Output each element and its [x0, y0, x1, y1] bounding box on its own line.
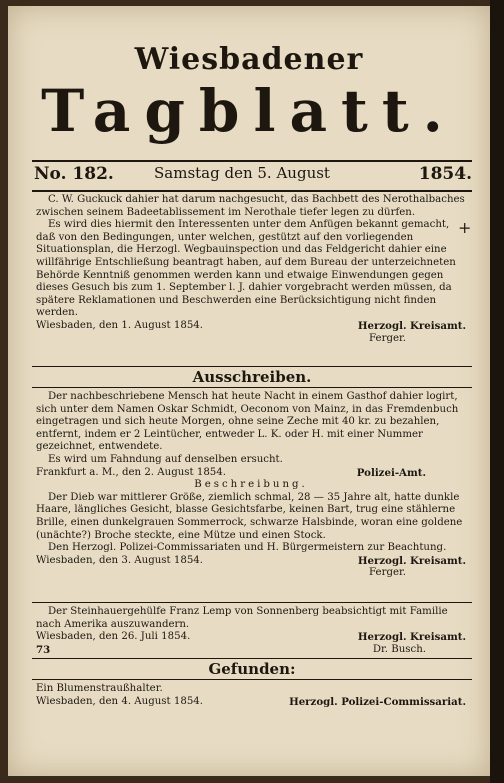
divider-5: [32, 679, 472, 680]
notice-2-signer2: Ferger.: [369, 567, 406, 579]
masthead-line1: Wiesbadener: [134, 42, 364, 77]
notice-1-place-date: Wiesbaden, den 1. August 1854.: [36, 319, 204, 331]
notice-2-signature-row2: [36, 555, 466, 568]
notice-1-signature-row: [36, 320, 466, 333]
notice-2-text: Der nachbeschriebene Mensch hat heute Nacht in einem Gasthof dahier logirt, sich unter dem Namen Oskar Schmidt, Oeconom von Mainz, in das Fremdenbuch eingetragen und sich heute Morgen, ohne seine Zeche mit 40 kr. zu bezahlen, entfernt, indem er 2 Leintücher, entweder L. K. oder H. mit einer Nummer gezeichnet, entwendete.: [36, 391, 459, 453]
notice-2-place-date: Frankfurt a. M., den 2. August 1854.: [36, 466, 227, 478]
masthead-line2: Tagblatt.: [41, 77, 457, 145]
issue-rule-top: [32, 160, 472, 162]
notice-4: [36, 683, 466, 708]
notice-1-text2: Es wird dies hiermit den Interessenten unter dem Anfügen bekannt gemacht, daß von den Bedingungen, unter welchen, gestützt auf den vorliegenden Situationsplan, die Herzogl. Wegbauinspection und das Feldgericht dahier eine willfährige Entschließung beantragt haben, auf dem Bureau der unterzeichneten Behörde Kenntniß genommen werden kann und etwaige Einwendungen gegen dieses Gesuch bis zum 1. September l. J. dahier vorgebracht werden müssen, da spätere Reklamationen und Beschwerden eine Berücksichtigung nicht finden werden.: [36, 219, 456, 319]
notice-2-heading: Ausschreiben.: [192, 368, 312, 386]
notice-2-description: Der Dieb war mittlerer Größe, ziemlich schmal, 28 — 35 Jahre alt, hatte dunkle Haare, längliches Gesicht, blasse Gesichtsfarbe, keinen Bart, trug eine stählerne Brille, einen dunkelgrauen Sommerrock, schwarze Halsbinde, woran eine goldene (unächte?) Broche steckte, eine Mütze und einen Stock.: [36, 491, 463, 541]
notice-4-signature-row: [36, 696, 466, 709]
notice-2-place-date2: Wiesbaden, den 3. August 1854.: [36, 554, 204, 566]
notice-4-text: Ein Blumenstraußhalter.: [36, 683, 163, 694]
notice-4-place-date: Wiesbaden, den 4. August 1854.: [36, 695, 204, 707]
margin-plus-mark: +: [458, 218, 472, 237]
issue-year: 1854.: [418, 164, 472, 184]
notice-2-signature-row: [36, 467, 466, 480]
divider-3: [32, 602, 472, 603]
notice-3-number: 73: [36, 643, 51, 656]
notice-3-signer: Dr. Busch.: [372, 643, 426, 655]
notice-4-heading: Gefunden:: [208, 660, 296, 678]
notice-1-text: C. W. Guckuck dahier hat darum nachgesucht, das Bachbett des Nerothalbaches zwischen seinem Badeetablissement im Nerothale tiefer legen zu dürfen.: [36, 194, 465, 218]
notice-2-description-heading: Beschreibung.: [194, 479, 308, 491]
notice-1-authority: Herzogl. Kreisamt.: [357, 319, 466, 332]
divider-2: [32, 387, 472, 388]
issue-line: [34, 164, 472, 188]
notice-1: [36, 194, 466, 345]
notice-3-signature-row: [36, 631, 466, 644]
notice-4-authority: Herzogl. Polizei-Commissariat.: [289, 695, 466, 708]
issue-date: Samstag den 5. August: [154, 164, 330, 182]
notice-3-authority: Herzogl. Kreisamt.: [357, 631, 466, 644]
notice-2-authority: Polizei-Amt.: [356, 466, 426, 479]
issue-rule-bottom: [32, 190, 472, 192]
notice-3-place-date: Wiesbaden, den 26. Juli 1854.: [36, 631, 191, 643]
notice-1-signer: Ferger.: [369, 332, 406, 344]
notice-2-text2: Es wird um Fahndung auf denselben ersucht.: [48, 453, 283, 465]
issue-number: No. 182.: [34, 164, 114, 184]
notice-2-forward: Den Herzogl. Polizei-Commissariaten und H. Bürgermeistern zur Beachtung.: [48, 542, 447, 554]
notice-3: [36, 606, 466, 656]
notice-3-text: Der Steinhauergehülfe Franz Lemp von Sonnenberg beabsichtigt mit Familie nach Amerika auszuwandern.: [36, 606, 448, 630]
notice-2-authority2: Herzogl. Kreisamt.: [357, 554, 466, 567]
page-edge: [490, 0, 504, 783]
notice-3-signature-row2: [36, 644, 466, 657]
divider-4: [32, 658, 472, 659]
newspaper-page: [8, 6, 490, 776]
notice-2: [36, 391, 466, 580]
divider-1: [32, 366, 472, 367]
